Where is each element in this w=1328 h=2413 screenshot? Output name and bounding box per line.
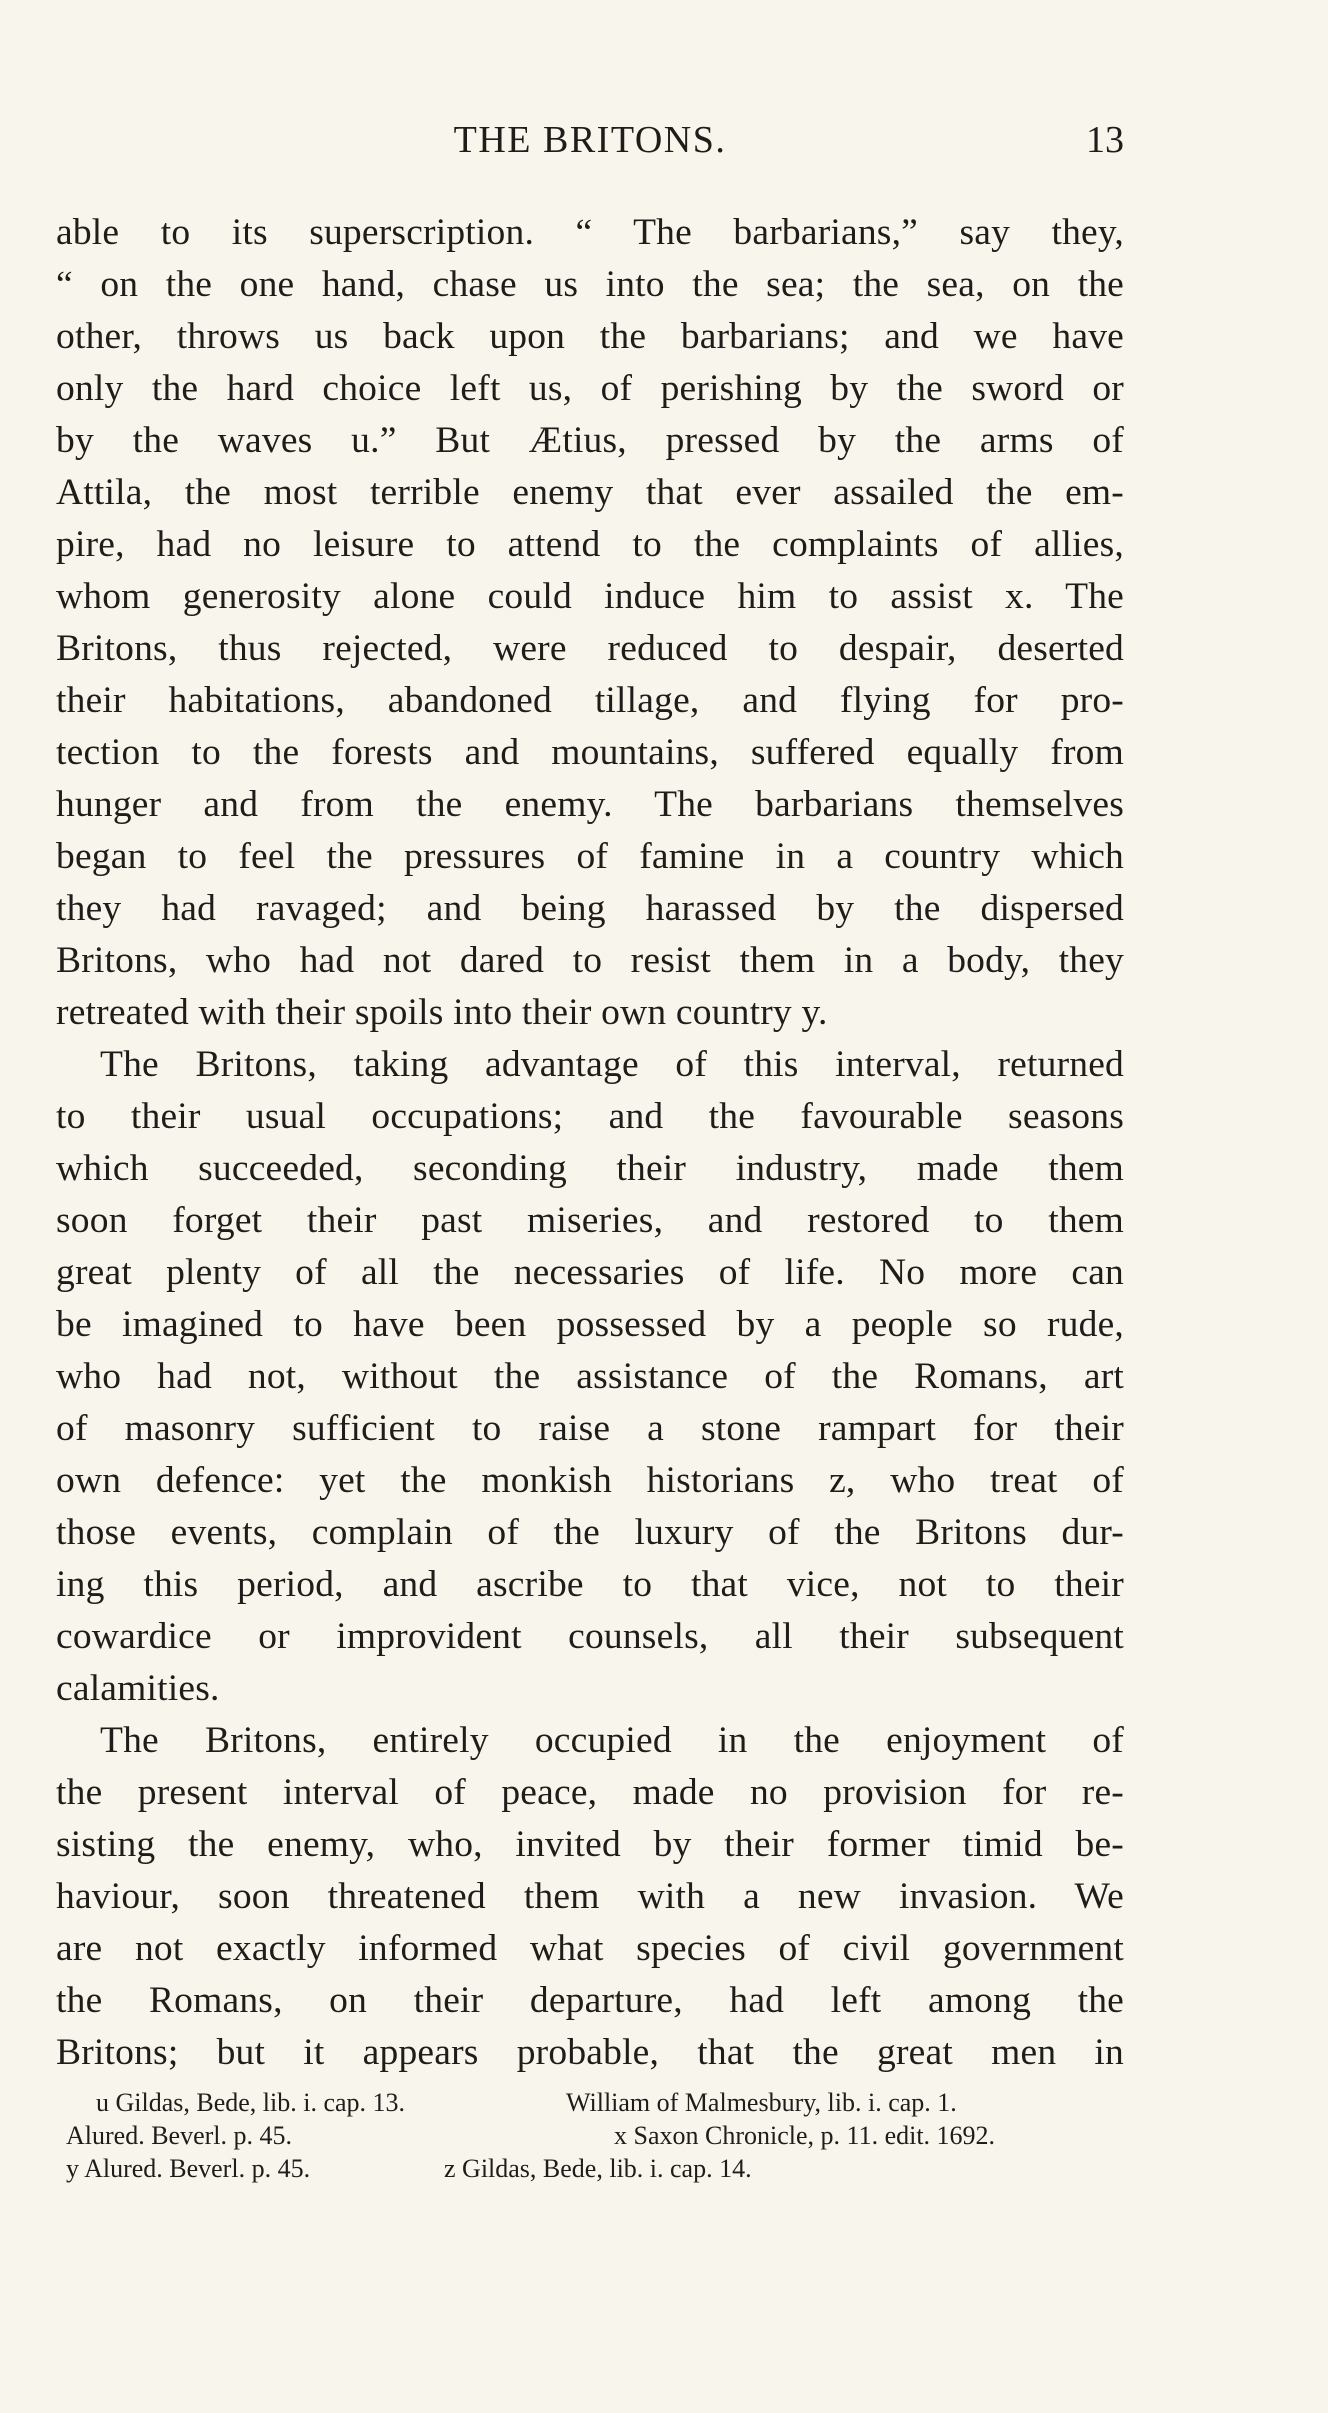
text-line: who had not, without the assistance of the Romans, art: [56, 1356, 1124, 1397]
text-line: soon forget their past miseries, and restored to them: [56, 1200, 1124, 1241]
footnote: x Saxon Chronicle, p. 11. edit. 1692.: [614, 2121, 996, 2150]
text-line: The Britons, taking advantage of this interval, returned: [100, 1044, 1124, 1085]
text-line: other, throws us back upon the barbarians; and we have: [56, 316, 1124, 357]
text-line: whom generosity alone could induce him to assist x. The: [56, 576, 1124, 617]
text-line: “ on the one hand, chase us into the sea; the sea, on the: [56, 264, 1124, 305]
text-line: haviour, soon threatened them with a new invasion. We: [56, 1876, 1124, 1917]
text-line: by the waves u.” But Ætius, pressed by the arms of: [56, 420, 1124, 461]
text-line: tection to the forests and mountains, suffered equally from: [56, 732, 1124, 773]
footnote: William of Malmesbury, lib. i. cap. 1.: [566, 2088, 957, 2117]
text-line: their habitations, abandoned tillage, and flying for pro-: [56, 680, 1124, 721]
running-title: THE BRITONS.: [453, 119, 727, 161]
text-line: of masonry sufficient to raise a stone rampart for their: [56, 1408, 1124, 1449]
text-line: are not exactly informed what species of civil government: [56, 1928, 1124, 1969]
text-line: great plenty of all the necessaries of life. No more can: [56, 1252, 1124, 1293]
text-line: retreated with their spoils into their own country y.: [56, 992, 828, 1033]
footnote: Alured. Beverl. p. 45.: [66, 2121, 293, 2150]
text-line: The Britons, entirely occupied in the enjoyment of: [100, 1720, 1124, 1761]
text-line: the present interval of peace, made no provision for re-: [56, 1772, 1124, 1813]
text-line: own defence: yet the monkish historians z, who treat of: [56, 1460, 1124, 1501]
page-number: 13: [1086, 119, 1124, 161]
text-line: calamities.: [56, 1668, 220, 1709]
text-line: be imagined to have been possessed by a people so rude,: [56, 1304, 1124, 1345]
text-line: the Romans, on their departure, had left among the: [56, 1980, 1124, 2021]
text-line: which succeeded, seconding their industry, made them: [56, 1148, 1124, 1189]
text-line: to their usual occupations; and the favourable seasons: [56, 1096, 1124, 1137]
footnote: y Alured. Beverl. p. 45.: [66, 2154, 311, 2183]
text-line: they had ravaged; and being harassed by the dispersed: [56, 888, 1124, 929]
text-line: pire, had no leisure to attend to the complaints of allies,: [56, 524, 1124, 565]
text-line: Britons, who had not dared to resist them in a body, they: [56, 940, 1124, 981]
footnote: z Gildas, Bede, lib. i. cap. 14.: [444, 2154, 752, 2183]
page-header: [56, 118, 1124, 178]
text-line: Britons, thus rejected, were reduced to despair, deserted: [56, 628, 1124, 669]
text-line: cowardice or improvident counsels, all their subsequent: [56, 1616, 1124, 1657]
text-line: ing this period, and ascribe to that vice, not to their: [56, 1564, 1124, 1605]
text-line: able to its superscription. “ The barbarians,” say they,: [56, 212, 1124, 253]
text-line: Attila, the most terrible enemy that ever assailed the em-: [56, 472, 1124, 513]
footnote: u Gildas, Bede, lib. i. cap. 13.: [96, 2088, 406, 2117]
text-line: sisting the enemy, who, invited by their former timid be-: [56, 1824, 1124, 1865]
text-line: began to feel the pressures of famine in a country which: [56, 836, 1124, 877]
text-line: Britons; but it appears probable, that the great men in: [56, 2032, 1124, 2073]
text-line: only the hard choice left us, of perishing by the sword or: [56, 368, 1124, 409]
text-line: those events, complain of the luxury of the Britons dur-: [56, 1512, 1124, 1553]
text-line: hunger and from the enemy. The barbarians themselves: [56, 784, 1124, 825]
